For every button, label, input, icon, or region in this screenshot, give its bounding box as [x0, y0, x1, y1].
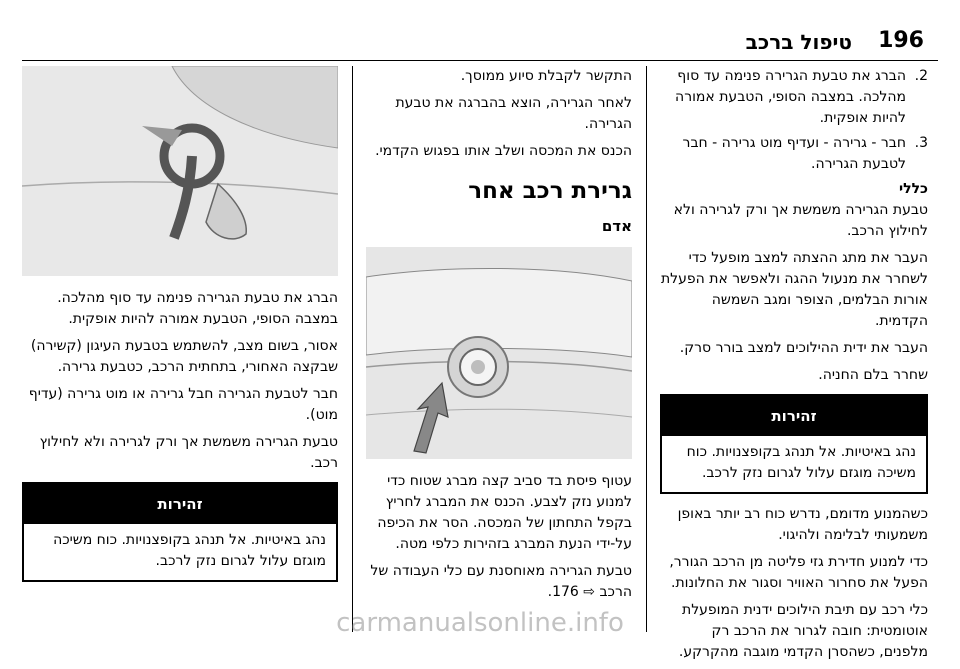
- general-heading: כללי: [899, 181, 928, 197]
- paragraph: לאחר הגרירה, הוצא בהברגה את טבעת הגרירה.: [395, 95, 632, 132]
- warning-title: זהירות: [662, 396, 926, 436]
- left-column: [22, 66, 338, 592]
- step-number: 3.: [914, 135, 928, 151]
- step-2: [660, 66, 928, 129]
- warning-text: נהג באיטיות. אל תנהג בקופצנויות. כוח משיכה מוגזם עלול לגרום נזק לרכב.: [686, 444, 916, 481]
- bumper-cover-illustration: [366, 247, 632, 459]
- paragraph: העבר את מתג ההצתה למצב מופעל כדי לשחרר את מנעול ההגה ולאפשר את הפעלת אורות הבלמים, הצופר ומגב השמשה הקדמית.: [660, 250, 928, 329]
- warning-title: זהירות: [24, 484, 336, 524]
- step-text: חבר - גרירה - ועדיף מוט גרירה - חבר לטבעת הגרירה.: [682, 135, 906, 172]
- paragraph: כדי למנוע חדירת גזי פליטה מן הרכב הגורר, הפעל את סחרור האוויר וסגור את החלונות.: [669, 554, 928, 591]
- header-rule: [22, 60, 938, 61]
- paragraph: הכנס את המכסה ושלב אותו בפגוש הקדמי.: [375, 143, 632, 159]
- paragraph: טבעת הגרירה משמשת אך ורק לגרירה ולא לחילוץ הרכב.: [673, 202, 928, 239]
- paragraph: הברג את טבעת הגרירה פנימה עד סוף מהלכה. במצבה הסופי, הטבעת אמורה להיות אופקית.: [57, 290, 338, 327]
- step-3: [660, 133, 928, 175]
- section-heading: גרירת רכב אחר: [468, 178, 632, 204]
- paragraph: התקשר לקבלת סיוע ממוסך.: [460, 68, 632, 84]
- paragraph: שחרר בלם החניה.: [818, 367, 928, 383]
- paragraph: עטוף פיסת בד סביב קצה מברג שטוח כדי למנוע נזק לצבע. הכנס את המברג לחריץ בקפל התחתון של המכסה. הסר את הכיפה על-ידי הנעת המברג בזהירות כלפי מטה.: [377, 473, 632, 552]
- paragraph: כשהמנוע מדומם, נדרש כוח רב יותר באופן משמעותי לבלימה ולהיגוי.: [677, 506, 928, 543]
- paragraph: חבר לטבעת הגרירה חבל גרירה או מוט גרירה (עדיף מוט).: [28, 386, 338, 423]
- page-number: 196: [878, 28, 924, 53]
- column-divider-left: [352, 66, 353, 632]
- middle-column: [366, 66, 632, 609]
- warning-box: [22, 482, 338, 582]
- step-number: 2.: [914, 68, 928, 84]
- paragraph: טבעת הגרירה משמשת אך ורק לגרירה ולא לחילוץ רכב.: [39, 434, 338, 471]
- warning-box: [660, 394, 928, 494]
- warning-text: נהג באיטיות. אל תנהג בקופצנויות. כוח משיכה מוגזם עלול לגרום נזק לרכב.: [53, 532, 326, 569]
- section-title: טיפול ברכב: [745, 30, 852, 54]
- tow-eye-illustration: [22, 66, 338, 276]
- paragraph: כלי רכב עם תיבת הילוכים ידנית המופעלת אוטומטית: חובה לגרור את הרכב רק מלפנים, כשהסרן הקדמי מוגבה מהקרקע.: [678, 602, 928, 660]
- right-column: [660, 66, 928, 669]
- watermark-link[interactable]: carmanualsonline.info: [336, 608, 624, 638]
- column-divider-right: [646, 66, 647, 632]
- paragraph: אסור, בשום מצב, להשתמש בטבעת העיגון (קשירה) שבקצה האחורי, בתחתית הרכב, כטבעת גרירה.: [30, 338, 338, 375]
- paragraph: טבעת הגרירה מאוחסנת עם כלי העבודה של הרכב ⇨ 176.: [370, 563, 632, 600]
- paragraph: העבר את ידית ההילוכים למצב בורר סרק.: [679, 340, 928, 356]
- step-text: הברג את טבעת הגרירה פנימה עד סוף מהלכה. במצבה הסופי, הטבעת אמורה להיות אופקית.: [675, 68, 906, 126]
- model-heading: אדם: [601, 217, 632, 235]
